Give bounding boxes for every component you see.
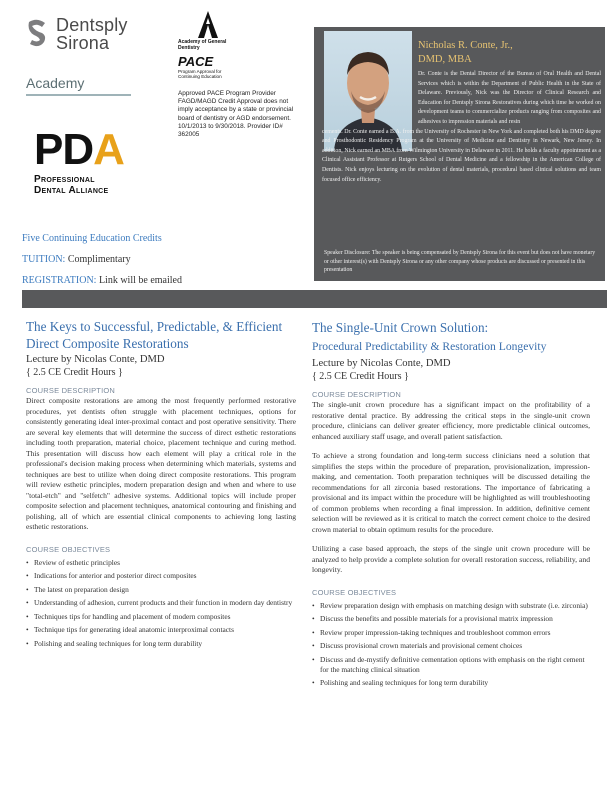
academy-label: Academy bbox=[26, 75, 85, 91]
speaker-name bbox=[418, 39, 513, 67]
objective-item: • Techniques tips for handling and placement of modern composites bbox=[26, 612, 296, 622]
course-description-heading: COURSE DESCRIPTION bbox=[312, 390, 402, 399]
objective-item: • Discuss and de-mystify definitive cementation options with emphasis on the right cement for the matching clinical situation bbox=[312, 655, 590, 675]
objective-item: • The latest on preparation design bbox=[26, 585, 296, 595]
dentsply-sirona-mark-icon bbox=[26, 18, 48, 48]
objective-item: • Technique tips for generating ideal anatomic interproximal contacts bbox=[26, 625, 296, 635]
pda-line-2: Dental Alliance bbox=[34, 185, 109, 196]
dentsply-sirona-wordmark bbox=[56, 16, 128, 52]
registration-line bbox=[22, 275, 182, 286]
speaker-name-text: Nicholas R. Conte, Jr., bbox=[418, 40, 513, 51]
course-composite bbox=[26, 318, 296, 652]
registration-value: Link will be emailed bbox=[98, 275, 182, 286]
pace-subtitle: Program Approval for Continuing Education bbox=[178, 69, 222, 79]
objective-item: • Indications for anterior and posterior direct composites bbox=[26, 571, 296, 581]
pace-approval-text: Approved PACE Program Provider FAGD/MAGD Credit Approval does not imply acceptance by a state or provincial board of dentistry or AGD endorsement. 10/1/2013 to 9/30/2018. Provider ID# 362005 bbox=[178, 90, 294, 139]
course-objectives-heading: COURSE OBJECTIVES bbox=[312, 587, 397, 597]
course-objectives-heading: COURSE OBJECTIVES bbox=[26, 544, 111, 554]
objective-item: • Polishing and sealing techniques for long term durability bbox=[312, 678, 590, 688]
speaker-bio-panel bbox=[314, 27, 605, 281]
speaker-bio-bottom: cements. Dr. Conte earned a B.A. from the University of Rochester in New York and completed both his DMD degree and Prosthodontic Residency Program at the University of Medicine and Dentistry in Newark, New Jersey. In addition, Nick earned an MBA from Wilmington University in Delaware in 2011. He holds a faculty appointment as a Clinical Assistant Professor at Rutgers School of Dental Medicine and a fellowship in the American College of Dentists. Nick enjoys lecturing on the evolution of dental materials, procedural based clinical solutions and team focused office efficiency. bbox=[322, 128, 601, 183]
pda-logo bbox=[34, 125, 169, 200]
course-title: The Keys to Successful, Predictable, & Efficient Direct Composite Restorations bbox=[26, 319, 283, 351]
pace-approval-block bbox=[178, 10, 318, 139]
section-divider-bar bbox=[22, 290, 607, 308]
course-credit-hours: { 2.5 CE Credit Hours } bbox=[26, 367, 123, 378]
course-credit-hours: { 2.5 CE Credit Hours } bbox=[312, 371, 409, 382]
speaker-bio-text bbox=[322, 70, 601, 185]
course-objectives-list bbox=[312, 601, 590, 689]
course-description-para: The single-unit crown procedure has a significant impact on the profitability of a restorative dental practice. By addressing the critical steps in the single-unit crown procedure, clinicians can deliver greater efficiency, more predictable clinical outcomes, enhanced auxiliary staff usage, and overall patient satisfaction. bbox=[312, 400, 590, 441]
speaker-disclosure: Speaker Disclosure: The speaker is being compensated by Dentsply Sirona for this event but does not have monetary or other interest(s) with Dentsply Sirona or any other company whose products are discussed or presented in this presentation bbox=[324, 250, 596, 274]
tuition-label: TUITION: bbox=[22, 254, 66, 265]
course-lecturer: Lecture by Nicolas Conte, DMD bbox=[312, 358, 451, 369]
course-title: The Single-Unit Crown Solution: bbox=[312, 320, 489, 335]
objective-item: • Review preparation design with emphasis on matching design with substrate (i.e. zirconia) bbox=[312, 601, 590, 611]
speaker-bio-top: Dr. Conte is the Dental Director of the Bureau of Oral Health and Dental Services which is within the Department of Public Health in the State of Delaware. Previously, Nick was the Director of Clinical Research and Education for Dentsply Sirona Restoratives during which time he worked on development teams to commercialize products ranging from composites and adhesives to impression materials and resin bbox=[418, 71, 601, 125]
pace-wordmark: PACE bbox=[178, 54, 214, 69]
course-single-unit-crown bbox=[312, 318, 590, 692]
course-description-heading: COURSE DESCRIPTION bbox=[26, 386, 116, 395]
course-description: Direct composite restorations are among the most frequently performed restorative procedures, yet dentists often struggle with placement techniques, options for consistently generating ideal inter-proximal contact and post operative sensitivity. There are several key elements that will determine the success of direct esthetic restorations including tooth preparation, material choice, placement technique and curing method. This presentation will discuss how each element will play a critical role in the professional's decision making process when determining which materials, systems and techniques are best to utilize when doing direct composite restorations. This program will review esthetic principles, modern preparation design and when and where to use "total-etch" and "selfetch" adhesive systems. Additional topics will include proper composite selection and placement techniques, anatomical contouring and finishing and polishing, all of which are essential clinical components to achieving long lasting esthetic restorations. bbox=[26, 396, 296, 531]
tuition-value: Complimentary bbox=[67, 254, 131, 265]
course-description-para: To achieve a strong foundation and long-term success clinicians need a solution that simplifies the steps within the procedure of preparation, provisionalization, impression-making, and cementation. Tooth preparation techniques will be discussed detailing the recommendations for all zirconia based restorations. The importance of fabricating a provisional and its impact within the procedure will be highlighted as will troubleshooting of common problems when recording a final impression. In addition, definitive cement selection will be reviewed as it is critical to match the correct cement choice to the desired crown material to obtain optimum results for the procedure. bbox=[312, 451, 590, 534]
sirona-word: Sirona bbox=[56, 33, 110, 53]
objective-item: • Polishing and sealing techniques for long term durability bbox=[26, 639, 296, 649]
course-objectives-list bbox=[26, 558, 296, 649]
course-description-para: Utilizing a case based approach, the steps of the single unit crown procedure will be analyzed to help provide a complete solution for overall restoration success, reliability, and longevity. bbox=[312, 544, 590, 574]
registration-label: REGISTRATION: bbox=[22, 275, 97, 286]
objective-item: • Review proper impression-taking techniques and troubleshoot common errors bbox=[312, 628, 590, 638]
dentsply-sirona-logo bbox=[26, 16, 136, 60]
course-lecturer: Lecture by Nicolas Conte, DMD bbox=[26, 354, 165, 365]
ce-credits-count: Five Continuing Education Credits bbox=[22, 233, 162, 244]
pda-subtitle bbox=[34, 174, 109, 196]
agd-label: Academy of General Dentistry bbox=[178, 39, 227, 51]
objective-item: • Discuss provisional crown materials and provisional cement choices bbox=[312, 641, 590, 651]
academy-underline bbox=[26, 94, 131, 96]
dentsply-word: Dentsply bbox=[56, 15, 128, 35]
objective-item: • Understanding of adhesion, current products and their function in modern day dentistry bbox=[26, 598, 296, 608]
pda-letters: P D A bbox=[34, 125, 124, 174]
pda-line-1: Professional bbox=[34, 174, 95, 185]
tuition-line bbox=[22, 254, 131, 265]
objective-item: • Review of esthetic principles bbox=[26, 558, 296, 568]
objective-item: • Discuss the benefits and possible materials for a provisional matrix impression bbox=[312, 614, 590, 624]
course-subtitle: Procedural Predictability & Restoration Longevity bbox=[312, 340, 547, 353]
agd-triangle-icon bbox=[196, 10, 220, 40]
speaker-credentials: DMD, MBA bbox=[418, 54, 472, 65]
